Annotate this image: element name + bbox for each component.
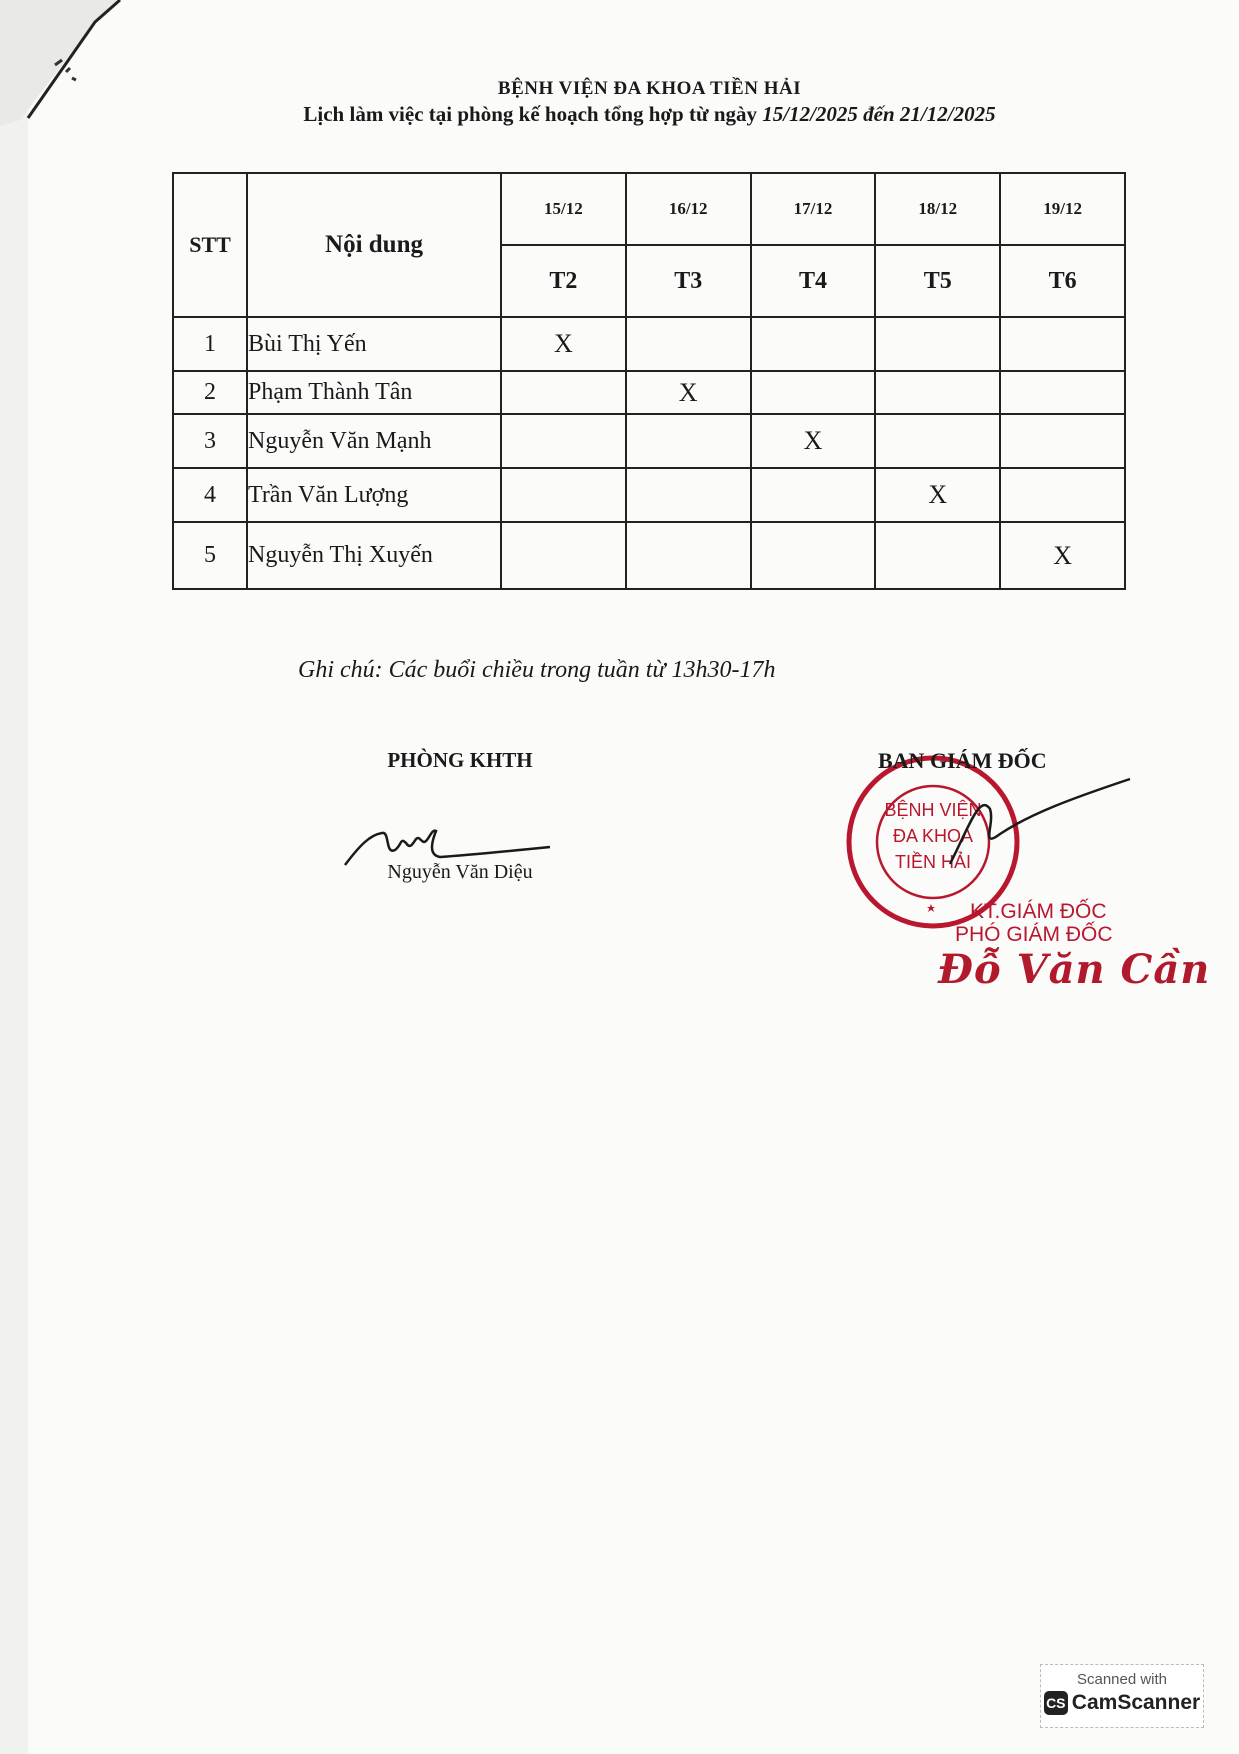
column-header-content: Nội dung (247, 173, 501, 317)
column-header-date: 19/12 (1000, 173, 1125, 245)
column-header-day: T5 (875, 245, 1000, 317)
row-mark (751, 371, 876, 414)
column-header-date: 15/12 (501, 173, 626, 245)
row-mark (1000, 468, 1125, 522)
row-stt: 4 (173, 468, 247, 522)
row-name: Phạm Thành Tân (247, 371, 501, 414)
row-mark (751, 317, 876, 371)
schedule-title-prefix: Lịch làm việc tại phòng kế hoạch tổng hợp từ ngày (303, 102, 763, 126)
row-mark: X (501, 317, 626, 371)
row-name: Nguyễn Văn Mạnh (247, 414, 501, 468)
signer-name-stamp: Đỗ Văn Cần (938, 946, 1211, 993)
schedule-note: Ghi chú: Các buổi chiều trong tuần từ 13h30-17h (298, 657, 776, 683)
seal-line: TIỀN HẢI (894, 852, 972, 872)
department-signer-name: Nguyễn Văn Diệu (387, 861, 533, 883)
schedule-date-range: 15/12/2025 đến 21/12/2025 (762, 102, 996, 126)
row-name: Bùi Thị Yến (247, 317, 501, 371)
row-mark (626, 414, 751, 468)
row-stt: 5 (173, 522, 247, 589)
row-mark (501, 468, 626, 522)
schedule-title (60, 102, 1239, 127)
row-mark (875, 414, 1000, 468)
row-stt: 1 (173, 317, 247, 371)
row-stt: 3 (173, 414, 247, 468)
row-mark (1000, 317, 1125, 371)
column-header-day: T3 (626, 245, 751, 317)
row-mark (875, 522, 1000, 589)
seal-line: ĐA KHOA (892, 826, 974, 846)
document-header (0, 78, 1239, 127)
scan-page-edge (0, 0, 28, 1754)
camscanner-logo-icon: CS (1044, 1691, 1068, 1715)
watermark-brand: CamScanner (1071, 1691, 1201, 1714)
signer-position: PHÓ GIÁM ĐỐC (955, 923, 1113, 946)
row-mark (875, 371, 1000, 414)
column-header-date: 17/12 (751, 173, 876, 245)
table-header-row-dates (173, 173, 1125, 245)
row-mark (626, 317, 751, 371)
column-header-date: 16/12 (626, 173, 751, 245)
table-row (173, 371, 1125, 414)
department-title: PHÒNG KHTH (387, 748, 533, 772)
row-mark (501, 522, 626, 589)
watermark-caption: Scanned with (1076, 1671, 1168, 1688)
row-mark (751, 522, 876, 589)
table-row (173, 468, 1125, 522)
signer-authority: KT.GIÁM ĐỐC (970, 900, 1107, 923)
watermark-brand-row (1041, 1691, 1203, 1715)
table-row (173, 414, 1125, 468)
row-mark (501, 371, 626, 414)
schedule-table (172, 172, 1126, 590)
row-mark (1000, 414, 1125, 468)
column-header-stt: STT (173, 173, 247, 317)
row-mark (626, 522, 751, 589)
seal-line: BỆNH VIỆN (884, 800, 982, 820)
column-header-day: T4 (751, 245, 876, 317)
table-row (173, 522, 1125, 589)
row-name: Nguyễn Thị Xuyến (247, 522, 501, 589)
column-header-date: 18/12 (875, 173, 1000, 245)
row-mark: X (751, 414, 876, 468)
row-stt: 2 (173, 371, 247, 414)
row-mark (626, 468, 751, 522)
row-mark (875, 317, 1000, 371)
board-title: BAN GIÁM ĐỐC (878, 748, 1047, 773)
row-mark: X (626, 371, 751, 414)
row-mark (751, 468, 876, 522)
row-mark: X (875, 468, 1000, 522)
column-header-day: T6 (1000, 245, 1125, 317)
column-header-day: T2 (501, 245, 626, 317)
row-mark: X (1000, 522, 1125, 589)
row-name: Trần Văn Lượng (247, 468, 501, 522)
camscanner-watermark (1040, 1664, 1204, 1728)
row-mark (501, 414, 626, 468)
handwritten-signature-icon (340, 815, 560, 875)
table-row (173, 317, 1125, 371)
hospital-name: BỆNH VIỆN ĐA KHOA TIỀN HẢI (497, 78, 802, 99)
row-mark (1000, 371, 1125, 414)
